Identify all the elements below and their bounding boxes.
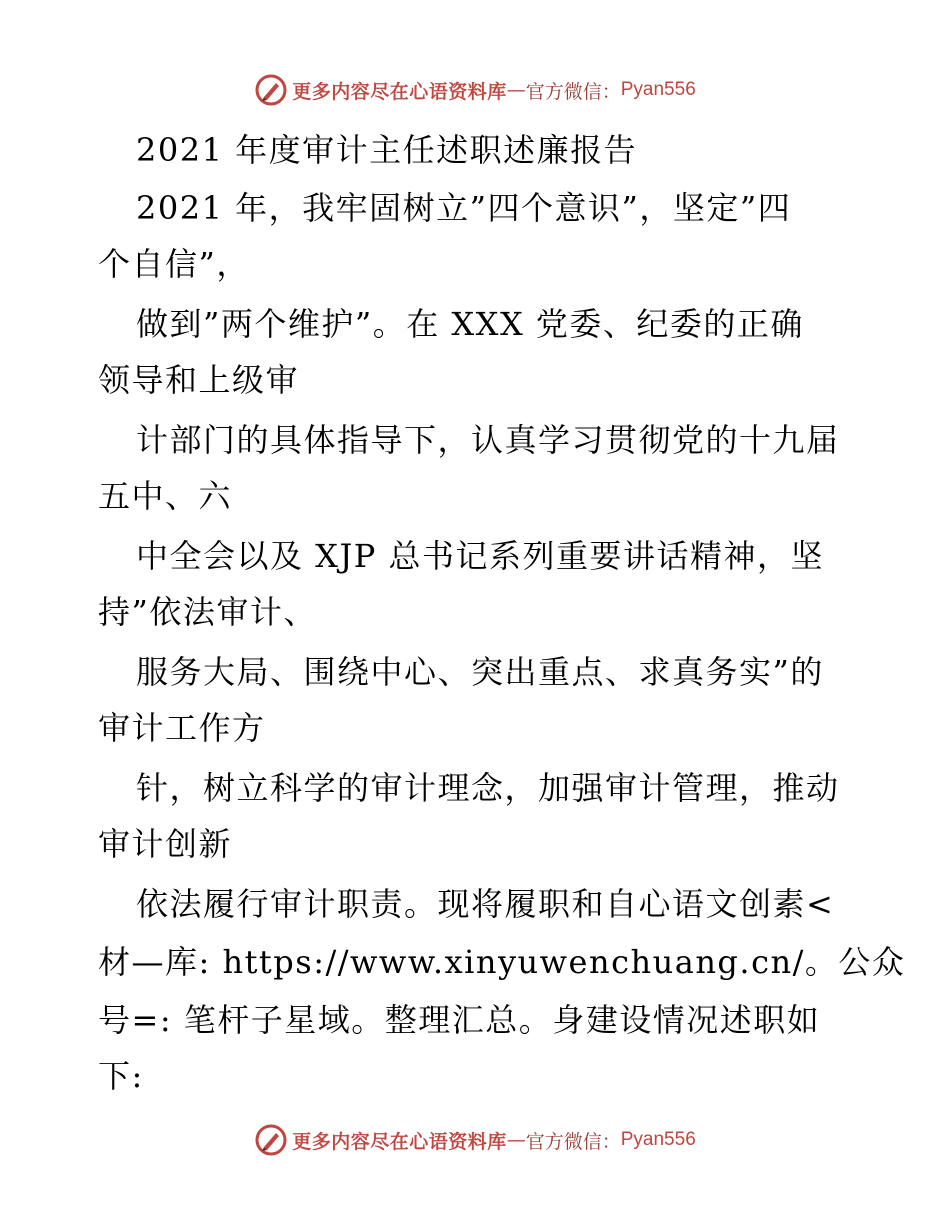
text-line: 服务大局、围绕中心、突出重点、求真务实”的 <box>136 653 824 691</box>
watermark-dash: — <box>506 79 526 101</box>
text-line: 五中、六 <box>98 477 233 515</box>
document-title: 2021 年度审计主任述职述廉报告 <box>136 131 638 169</box>
watermark-wechat-id: Pyan556 <box>620 79 696 100</box>
text-line: 持”依法审计、 <box>98 593 317 631</box>
text-line: 领导和上级审 <box>98 361 300 399</box>
watermark-wechat-label: 官方微信： <box>525 1130 621 1153</box>
text-line: 审计工作方 <box>98 709 266 747</box>
text-line: 材—库: https://www.xinyuwenchuang.cn/。公众 <box>98 943 906 981</box>
watermark-main-text: 更多内容尽在心语资料库 <box>292 80 507 103</box>
watermark-wechat-id: Pyan556 <box>620 1129 696 1150</box>
text-line: 个自信”， <box>98 245 250 283</box>
pen-logo-icon <box>254 73 288 107</box>
text-line: 下: <box>98 1057 144 1095</box>
watermark-dash: — <box>506 1129 526 1151</box>
text-line: 审计创新 <box>98 825 233 863</box>
watermark-header <box>0 70 950 110</box>
text-line: 做到”两个维护”。在 XXX 党委、纪委的正确 <box>136 305 804 343</box>
watermark-footer <box>0 1120 950 1160</box>
watermark-wechat-label: 官方微信： <box>525 80 621 103</box>
text-line: 号=: 笔杆子星域。整理汇总。身建设情况述职如 <box>98 1001 821 1039</box>
text-line: 计部门的具体指导下，认真学习贯彻党的十九届 <box>136 421 840 459</box>
text-line: 2021 年，我牢固树立”四个意识”，坚定”四 <box>136 189 792 227</box>
watermark-main-text: 更多内容尽在心语资料库 <box>292 1130 507 1153</box>
pen-logo-icon <box>254 1123 288 1157</box>
text-line: 依法履行审计职责。现将履职和自心语文创素< <box>136 885 835 923</box>
text-line: 针，树立科学的审计理念，加强审计管理，推动 <box>136 769 840 807</box>
text-line: 中全会以及 XJP 总书记系列重要讲话精神，坚 <box>136 537 824 575</box>
